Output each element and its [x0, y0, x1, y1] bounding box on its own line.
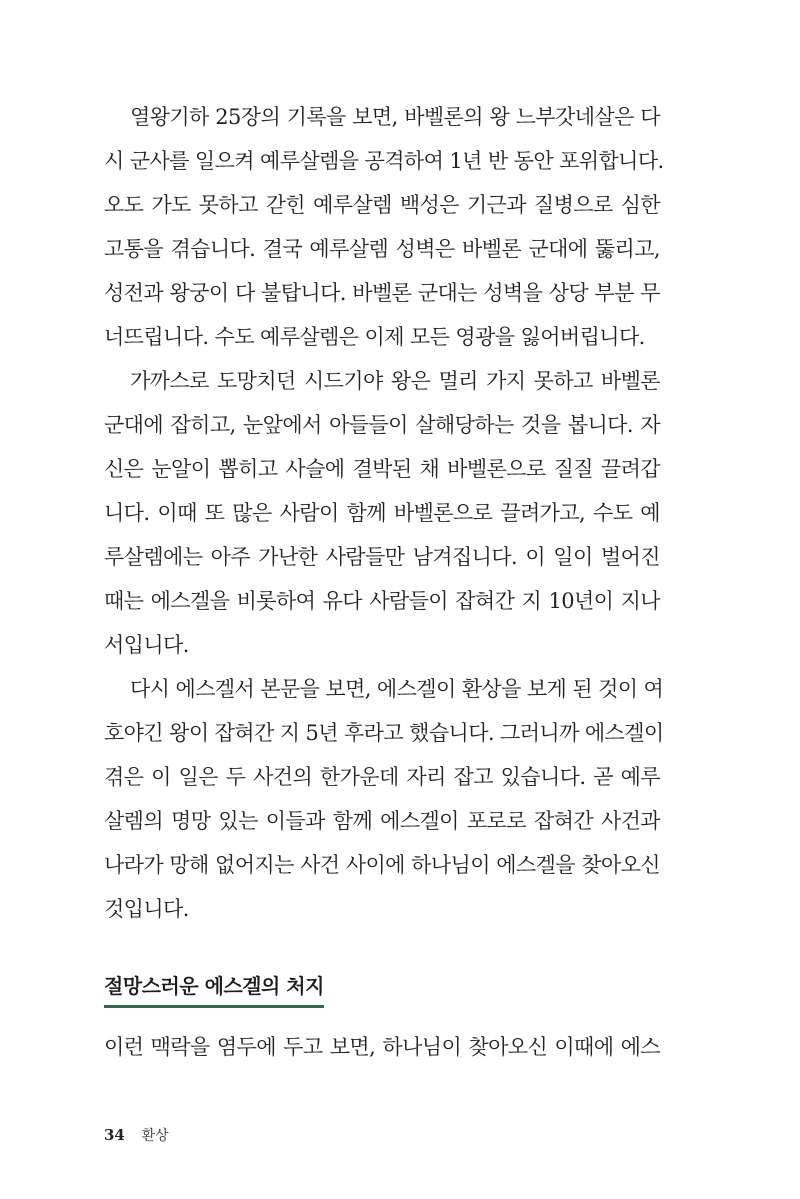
section-body-line-1: 이런 맥락을 염두에 두고 보면, 하나님이 찾아오신 이때에 에스 — [104, 1035, 660, 1059]
paragraph-3-line-3: 겪은 이 일은 두 사건의 한가운데 자리 잡고 있습니다. 곧 예루 — [104, 765, 660, 789]
paragraph-2-line-7: 서입니다. — [104, 633, 189, 657]
paragraph-1-line-1: 열왕기하 25장의 기록을 보면, 바벨론의 왕 느부갓네살은 다 — [130, 105, 660, 129]
paragraph-2-line-1: 가까스로 도망치던 시드기야 왕은 멀리 가지 못하고 바벨론 — [130, 369, 660, 393]
paragraph-2-line-4: 니다. 이때 또 많은 사람이 함께 바벨론으로 끌려가고, 수도 예 — [104, 501, 660, 525]
paragraph-1-line-6: 너뜨립니다. 수도 예루살렘은 이제 모든 영광을 잃어버립니다. — [104, 325, 645, 349]
paragraph-3-line-2: 호야긴 왕이 잡혀간 지 5년 후라고 했습니다. 그러니까 에스겔이 — [104, 721, 664, 745]
paragraph-3-line-5: 나라가 망해 없어지는 사건 사이에 하나님이 에스겔을 찾아오신 — [104, 853, 660, 877]
paragraph-1-line-2: 시 군사를 일으켜 예루살렘을 공격하여 1년 반 동안 포위합니다. — [104, 149, 664, 173]
paragraph-2-line-6: 때는 에스겔을 비롯하여 유다 사람들이 잡혀간 지 10년이 지나 — [104, 589, 660, 613]
paragraph-1-line-3: 오도 가도 못하고 갇힌 예루살렘 백성은 기근과 질병으로 심한 — [104, 193, 660, 217]
paragraph-3-line-4: 살렘의 명망 있는 이들과 함께 에스겔이 포로로 잡혀간 사건과 — [104, 809, 660, 833]
paragraph-3-line-1: 다시 에스겔서 본문을 보면, 에스겔이 환상을 보게 된 것이 여 — [130, 677, 664, 701]
paragraph-3-line-6: 것입니다. — [104, 897, 189, 921]
paragraph-1-line-4: 고통을 겪습니다. 결국 예루살렘 성벽은 바벨론 군대에 뚫리고, — [104, 237, 660, 261]
paragraph-2-line-5: 루살렘에는 아주 가난한 사람들만 남겨집니다. 이 일이 벌어진 — [104, 545, 660, 569]
paragraph-2-line-2: 군대에 잡히고, 눈앞에서 아들들이 살해당하는 것을 봅니다. 자 — [104, 413, 660, 437]
page-number: 34 — [104, 1126, 125, 1144]
paragraph-1-line-5: 성전과 왕궁이 다 불탑니다. 바벨론 군대는 성벽을 상당 부분 무 — [104, 281, 660, 305]
paragraph-2-line-3: 신은 눈알이 뽑히고 사슬에 결박된 채 바벨론으로 질질 끌려갑 — [104, 457, 660, 481]
running-title: 환상 — [141, 1128, 169, 1144]
page-footer — [104, 1125, 169, 1145]
section-heading: 절망스러운 에스겔의 처지 — [104, 970, 324, 1008]
